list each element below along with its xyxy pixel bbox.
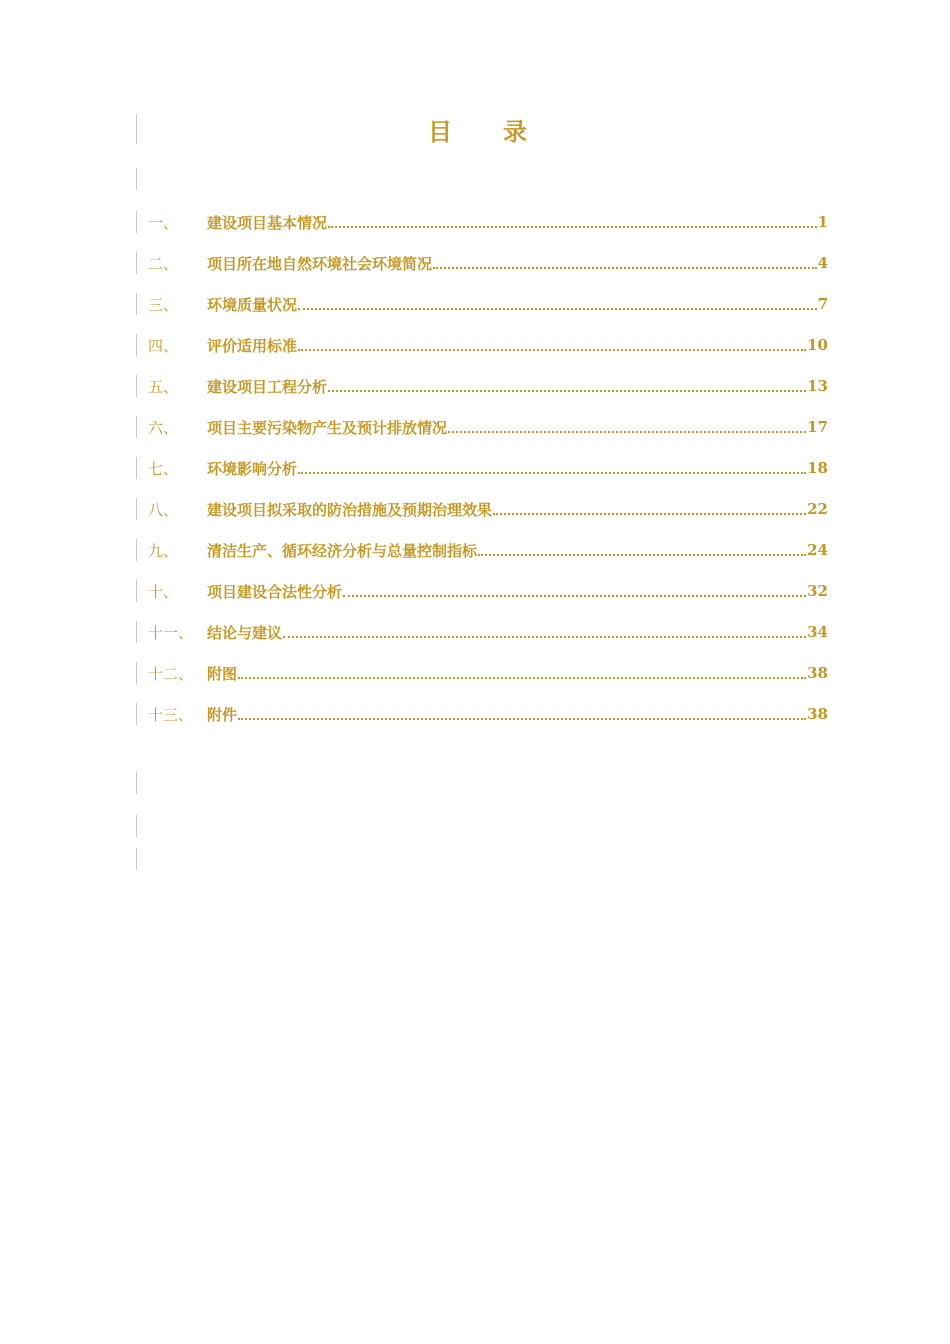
margin-bar	[136, 252, 137, 274]
toc-entry-page: 10	[807, 336, 828, 354]
margin-bar	[136, 815, 137, 837]
margin-bar	[136, 703, 137, 725]
toc-entry-number: 四、	[148, 336, 179, 355]
margin-bar	[136, 416, 137, 438]
margin-bar	[136, 621, 137, 643]
toc-leader-dots	[283, 622, 806, 638]
toc-entry-number: 十二、	[148, 664, 194, 683]
toc-entry[interactable]	[148, 210, 828, 234]
toc-entry-page: 22	[807, 500, 828, 518]
toc-entry[interactable]	[148, 702, 828, 726]
toc-entry-label: 评价适用标准	[207, 336, 298, 355]
toc-entry-label: 环境质量状况	[207, 295, 298, 314]
toc-leader-dots	[238, 704, 806, 720]
toc-leader-dots	[238, 663, 806, 679]
margin-bar	[136, 772, 137, 794]
margin-bar	[136, 539, 137, 561]
toc-entry[interactable]	[148, 456, 828, 480]
toc-entry-label: 清洁生产、循环经济分析与总量控制指标	[207, 541, 478, 560]
toc-leader-dots	[298, 294, 817, 310]
toc-leader-dots	[328, 212, 817, 228]
toc-leader-dots	[478, 540, 806, 556]
toc-entry-number: 十三、	[148, 705, 194, 724]
margin-bar	[136, 114, 137, 144]
toc-entry[interactable]	[148, 415, 828, 439]
toc-entry-number: 三、	[148, 295, 179, 314]
toc-entry-page: 13	[807, 377, 828, 395]
toc-entry-label: 建设项目工程分析	[207, 377, 328, 396]
toc-entry-label: 项目主要污染物产生及预计排放情况	[207, 418, 448, 437]
toc-entry-number: 九、	[148, 541, 179, 560]
margin-bar	[136, 848, 137, 870]
toc-entry-page: 32	[807, 582, 828, 600]
toc-entry-page: 7	[817, 295, 828, 313]
toc-entry-page: 38	[807, 664, 828, 682]
toc-entry-page: 24	[807, 541, 828, 559]
toc-leader-dots	[343, 581, 806, 597]
toc-entry-label: 建设项目基本情况	[207, 213, 328, 232]
toc-entry-number: 八、	[148, 500, 179, 519]
toc-entry-page: 18	[807, 459, 828, 477]
margin-bar	[136, 498, 137, 520]
toc-entry-page: 34	[807, 623, 828, 641]
toc-entry-label: 项目所在地自然环境社会环境简况	[207, 254, 433, 273]
toc-leader-dots	[448, 417, 806, 433]
toc-entry-page: 1	[817, 213, 828, 231]
toc-leader-dots	[328, 376, 806, 392]
margin-bar	[136, 293, 137, 315]
toc-entry-page: 17	[807, 418, 828, 436]
toc-leader-dots	[433, 253, 817, 269]
toc-leader-dots	[298, 335, 806, 351]
toc-title-char: 目	[428, 117, 452, 146]
margin-bar	[136, 211, 137, 233]
toc-entry[interactable]	[148, 538, 828, 562]
toc-entry-label: 结论与建议	[207, 623, 283, 642]
toc-entry[interactable]	[148, 497, 828, 521]
margin-bar	[136, 457, 137, 479]
toc-entry[interactable]	[148, 333, 828, 357]
toc-entry[interactable]	[148, 251, 828, 275]
toc-entry[interactable]	[148, 292, 828, 316]
toc-entry[interactable]	[148, 620, 828, 644]
margin-bar	[136, 334, 137, 356]
toc-leader-dots	[493, 499, 806, 515]
toc-entry-page: 4	[817, 254, 828, 272]
toc-entry-number: 七、	[148, 459, 179, 478]
toc-entry-label: 附件	[207, 705, 238, 724]
margin-bar	[136, 662, 137, 684]
margin-bar	[136, 168, 137, 190]
toc-entry-label: 项目建设合法性分析	[207, 582, 343, 601]
toc-entry-number: 一、	[148, 213, 179, 232]
margin-bar	[136, 375, 137, 397]
toc-entry-number: 十、	[148, 582, 179, 601]
toc-entry-label: 建设项目拟采取的防治措施及预期治理效果	[207, 500, 493, 519]
toc-entry-page: 38	[807, 705, 828, 723]
toc-entry[interactable]	[148, 579, 828, 603]
toc-title-char: 录	[503, 117, 527, 146]
margin-bar	[136, 580, 137, 602]
toc-entry-label: 环境影响分析	[207, 459, 298, 478]
toc-entry-number: 十一、	[148, 623, 194, 642]
toc-entry-number: 六、	[148, 418, 179, 437]
toc-entry[interactable]	[148, 374, 828, 398]
toc-entry[interactable]	[148, 661, 828, 685]
toc-entry-number: 五、	[148, 377, 179, 396]
toc-entry-number: 二、	[148, 254, 179, 273]
toc-leader-dots	[298, 458, 806, 474]
toc-entry-label: 附图	[207, 664, 238, 683]
